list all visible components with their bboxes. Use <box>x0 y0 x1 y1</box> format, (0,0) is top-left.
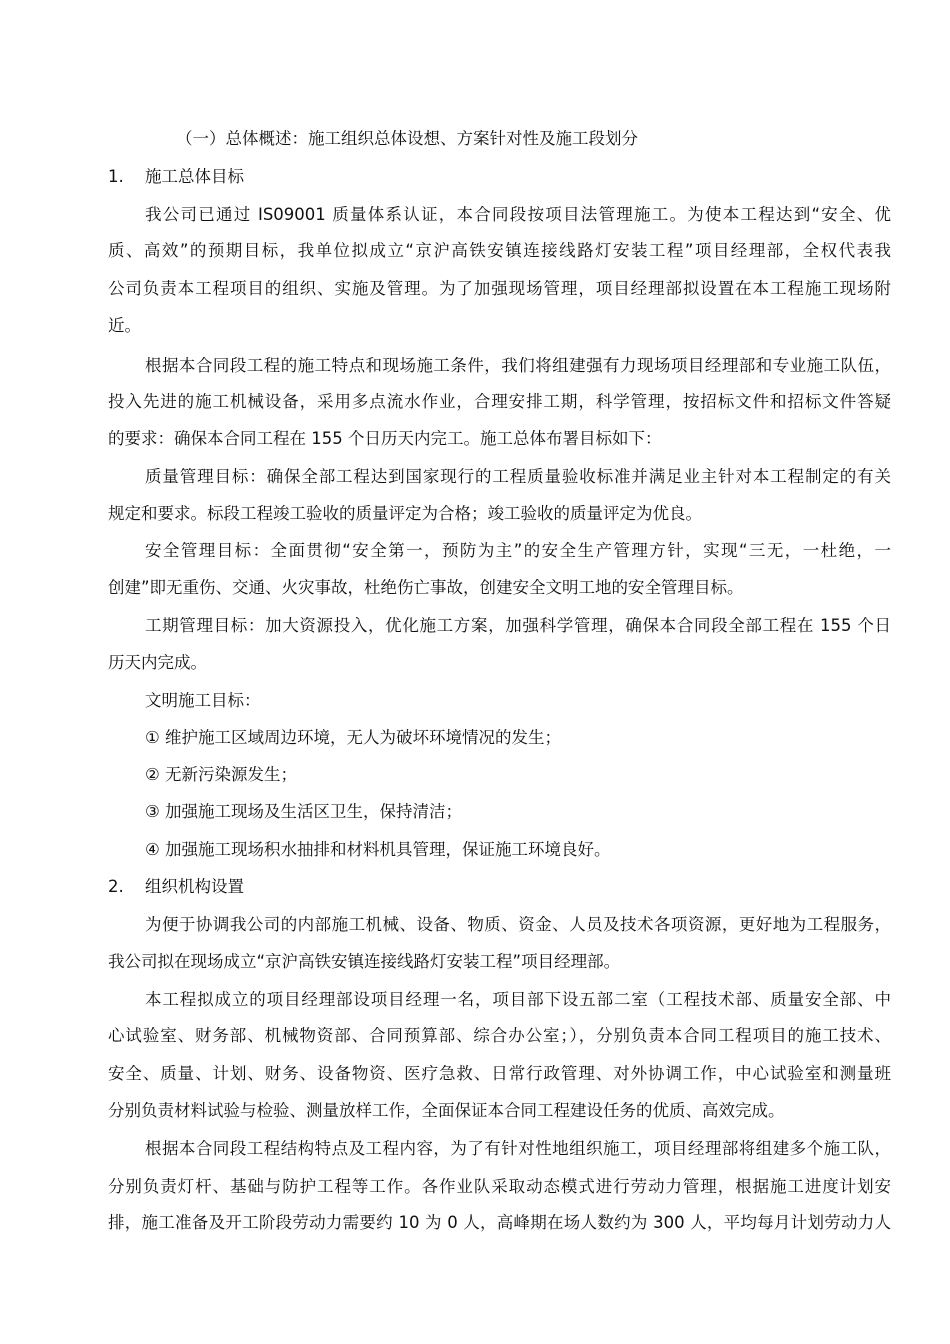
safety-goal-line: 安全管理目标：全面贯彻“安全第一，预防为主”的安全生产管理方针，实现“三无，一杜绝，一 <box>145 541 891 560</box>
schedule-goal-line: 工期管理目标：加大资源投入，优化施工方案，加强科学管理，确保本合同段全部工程在 155 个日 <box>145 616 891 635</box>
civil-goal-item: ③ 加强施工现场及生活区卫生，保持清洁； <box>145 802 463 821</box>
quality-goal-line: 质量管理目标：确保全部工程达到国家现行的工程质量验收标准并满足业主针对本工程制定的有关 <box>145 467 891 486</box>
paragraph-line: 本工程拟成立的项目经理部设项目经理一名，项目部下设五部二室（工程技术部、质量安全部、中 <box>145 990 891 1009</box>
paragraph-line: 我公司拟在现场成立“京沪高铁安镇连接线路灯安装工程”项目经理部。 <box>108 952 621 971</box>
paragraph-line: 投入先进的施工机械设备，采用多点流水作业，合理安排工期，科学管理，按招标文件和招标文件答疑 <box>108 392 891 411</box>
section-1-number: 1. <box>108 167 124 186</box>
paragraph-line: 心试验室、财务部、机械物资部、合同预算部、综合办公室；），分别负责本合同工程项目的施工技术、 <box>108 1026 891 1045</box>
paragraph-line: 质、高效”的预期目标，我单位拟成立“京沪高铁安镇连接线路灯安装工程”项目经理部，全权代表我 <box>108 241 891 260</box>
quality-goal-line: 规定和要求。标段工程竣工验收的质量评定为合格；竣工验收的质量评定为优良。 <box>108 504 702 523</box>
civil-goal-title: 文明施工目标： <box>145 691 261 710</box>
paragraph-line: 为便于协调我公司的内部施工机械、设备、物质、资金、人员及技术各项资源，更好地为工程服务， <box>145 915 891 934</box>
section-1-title: 施工总体目标 <box>145 167 244 186</box>
paragraph-line: 根据本合同段工程结构特点及工程内容，为了有针对性地组织施工，项目经理部将组建多个施工队， <box>145 1139 891 1158</box>
section-2-title: 组织机构设置 <box>145 877 244 896</box>
paragraph-line: 的要求：确保本合同工程在 155 个日历天内完工。施工总体布署目标如下： <box>108 429 662 448</box>
paragraph-line: 根据本合同段工程的施工特点和现场施工条件，我们将组建强有力现场项目经理部和专业施工队伍， <box>145 356 891 375</box>
section-heading: （一）总体概述：施工组织总体设想、方案针对性及施工段划分 <box>176 129 638 148</box>
paragraph-line: 近。 <box>108 316 141 335</box>
paragraph-line: 安全、质量、计划、财务、设备物资、医疗急救、日常行政管理、对外协调工作，中心试验室和测量班 <box>108 1064 891 1083</box>
paragraph-line: 公司负责本工程项目的组织、实施及管理。为了加强现场管理，项目经理部拟设置在本工程施工现场附 <box>108 279 891 298</box>
paragraph-line: 我公司已通过 IS09001 质量体系认证，本合同段按项目法管理施工。为使本工程达到“安全、优 <box>145 205 891 224</box>
civil-goal-item: ② 无新污染源发生； <box>145 765 298 784</box>
paragraph-line: 分别负责材料试验与检验、测量放样工作，全面保证本合同工程建设任务的优质、高效完成。 <box>108 1101 785 1120</box>
civil-goal-item: ④ 加强施工现场积水抽排和材料机具管理，保证施工环境良好。 <box>145 840 611 859</box>
paragraph-line: 排，施工准备及开工阶段劳动力需要约 10 为 0 人，高峰期在场人数约为 300 人，平均每月计划劳动力人 <box>108 1213 891 1232</box>
schedule-goal-line: 历天内完成。 <box>108 653 207 672</box>
paragraph-line: 分别负责灯杆、基础与防护工程等工作。各作业队采取动态模式进行劳动力管理，根据施工进度计划安 <box>108 1177 891 1196</box>
section-2-number: 2. <box>108 877 124 896</box>
safety-goal-line: 创建”即无重伤、交通、火灾事故，杜绝伤亡事故，创建安全文明工地的安全管理目标。 <box>108 578 744 597</box>
civil-goal-item: ① 维护施工区域周边环境，无人为破坏环境情况的发生； <box>145 728 562 747</box>
